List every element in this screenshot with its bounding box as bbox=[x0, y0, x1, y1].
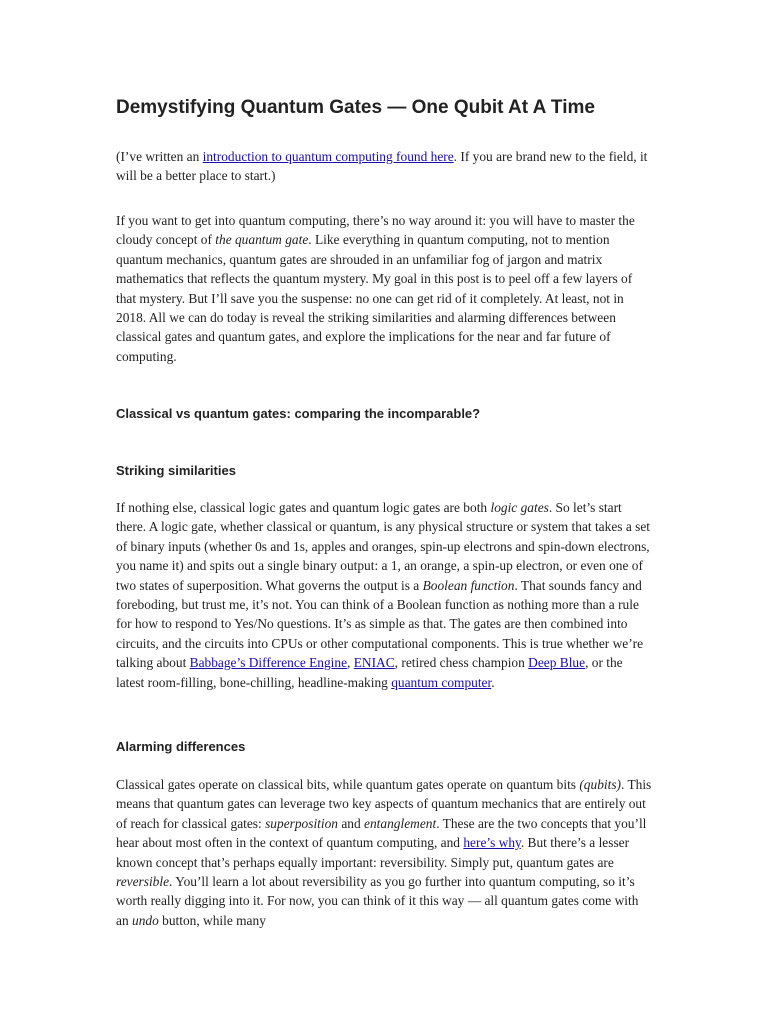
intro-note bbox=[116, 147, 652, 186]
paragraph-text: . That sounds fancy and foreboding, but trust me, it’s not. You can think of a Boolean function as nothing more than a rule for how to respond to Yes/No questions. It’s as simple as that. The gates are then combined into circuits, and the circuits into CPUs or other computational components. This is true whether we’re talking about bbox=[116, 577, 644, 671]
emphasis-text: logic gates bbox=[490, 500, 549, 515]
emphasis-text: undo bbox=[132, 912, 159, 928]
paragraph-text: . This means that quantum gates can leverage two key aspects of quantum mechanics that are entirely out of reach for classical gates: bbox=[116, 777, 652, 831]
similarities-paragraph bbox=[116, 498, 652, 692]
intro-note-text: . If you are brand new to the field, it will be a better place to start.) bbox=[116, 149, 648, 184]
section-heading: Classical vs quantum gates: comparing the incomparable? bbox=[116, 406, 481, 421]
paragraph-text: . So let’s start there. A logic gate, whether classical or quantum, is any physical structure or system that takes a set of binary inputs (whether 0s and 1s, apples and oranges, spin-up electrons and spin-down electrons, you name it) and spits out a single binary output: a 1, an orange, a spin-up electron, or even one of two states of superposition. What governs the output is a bbox=[116, 500, 650, 593]
emphasis-text: superposition bbox=[265, 815, 339, 831]
opening-paragraph bbox=[116, 211, 652, 366]
emphasis-text: the quantum gate bbox=[215, 232, 309, 248]
paragraph-text: If you want to get into quantum computing, there’s no way around it: you will have to master the cloudy concept of bbox=[116, 213, 635, 248]
eniac-link[interactable]: ENIAC bbox=[353, 655, 395, 671]
paragraph-text: Classical gates operate on classical bits, while quantum gates operate on quantum bits bbox=[116, 777, 580, 792]
emphasis-text: Boolean function bbox=[422, 577, 515, 593]
emphasis-text: (qubits) bbox=[579, 777, 621, 792]
article-title: Demystifying Quantum Gates — One Qubit At A Time bbox=[116, 97, 595, 118]
intro-note-text: (I’ve written an bbox=[116, 149, 203, 164]
heres-why-link[interactable]: here’s why bbox=[463, 835, 521, 851]
paragraph-text: . But there’s a lesser known concept that’s perhaps equally important: reversibility. Simply put, quantum gates are bbox=[116, 835, 630, 870]
emphasis-text: entanglement bbox=[364, 815, 437, 831]
emphasis-text: reversible bbox=[116, 874, 170, 890]
subheading-differences: Alarming differences bbox=[116, 739, 246, 754]
intro-article-link[interactable]: introduction to quantum computing found here bbox=[202, 149, 454, 164]
paragraph-text: . These are the two concepts that you’ll hear about most often in the context of quantum computing, and bbox=[116, 815, 647, 851]
paragraph-text: and bbox=[338, 815, 365, 831]
subheading-similarities: Striking similarities bbox=[116, 463, 236, 478]
differences-paragraph bbox=[116, 775, 652, 930]
paragraph-text: , or the latest room-filling, bone-chilling, headline-making bbox=[116, 655, 623, 690]
paragraph-text: . bbox=[491, 674, 495, 690]
paragraph-text: , retired chess champion bbox=[394, 655, 529, 671]
deep-blue-link[interactable]: Deep Blue bbox=[528, 655, 586, 671]
paragraph-text: button, while many bbox=[158, 912, 266, 928]
paragraph-text: . You’ll learn a lot about reversibility as you go further into quantum computing, so it’s worth really digging into it. For now, you can think of it this way — all quantum gates come with an bbox=[116, 874, 639, 928]
quantum-computer-link[interactable]: quantum computer bbox=[391, 674, 492, 690]
babbage-link[interactable]: Babbage’s Difference Engine bbox=[189, 655, 348, 671]
paragraph-text: , bbox=[347, 655, 354, 671]
paragraph-text: . Like everything in quantum computing, not to mention quantum mechanics, quantum gates are shrouded in an unfamiliar fog of jargon and matrix mathematics that reflects the quantum mystery. My goal in this post is to peel off a few layers of that mystery. But I’ll save you the suspense: no one can get rid of it completely. At least, not in 2018. All we can do today is reveal the striking similarities and alarming differences between classical gates and quantum gates, and explore the implications for the near and far future of computing. bbox=[116, 232, 633, 364]
paragraph-text: If nothing else, classical logic gates and quantum logic gates are both bbox=[116, 500, 491, 515]
